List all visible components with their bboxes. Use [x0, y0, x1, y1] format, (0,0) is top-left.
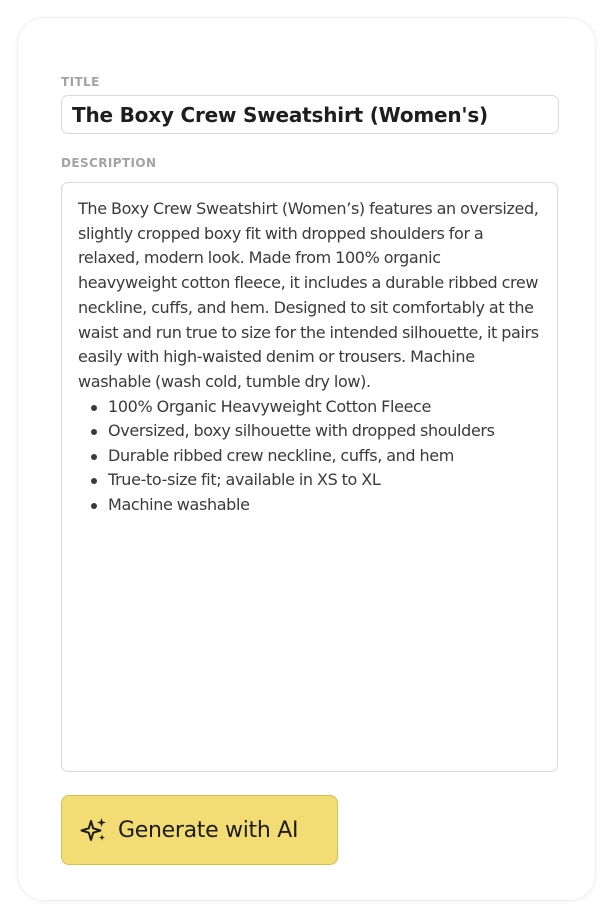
description-paragraph: The Boxy Crew Sweatshirt (Women’s) features an oversized, slightly cropped boxy fit with dropped shoulders for a relaxed, modern look. Made from 100% organic heavyweight cotton fleece, it includes a durable ribbed crew neckline, cuffs, and hem. Designed to sit comfortably at the waist and run true to size for the intended silhouette, it pairs easily with high-waisted denim or trousers. Machine washable (wash cold, tumble dry low).	[78, 199, 539, 391]
description-bullet: 100% Organic Heavyweight Cotton Fleece	[108, 395, 541, 420]
description-bullet: True-to-size fit; available in XS to XL	[108, 468, 541, 493]
description-bullet: Durable ribbed crew neckline, cuffs, and hem	[108, 444, 541, 469]
product-editor-card	[18, 18, 595, 900]
description-bullet-list	[78, 395, 541, 518]
generate-button-label: Generate with AI	[118, 817, 299, 843]
description-bullet: Oversized, boxy silhouette with dropped shoulders	[108, 419, 541, 444]
description-bullet: Machine washable	[108, 493, 541, 518]
title-label: TITLE	[61, 75, 100, 89]
sparkles-icon	[80, 816, 108, 844]
description-label: DESCRIPTION	[61, 156, 157, 170]
title-input[interactable]	[61, 95, 559, 134]
generate-with-ai-button[interactable]	[61, 795, 338, 865]
description-editor[interactable]	[61, 182, 558, 772]
